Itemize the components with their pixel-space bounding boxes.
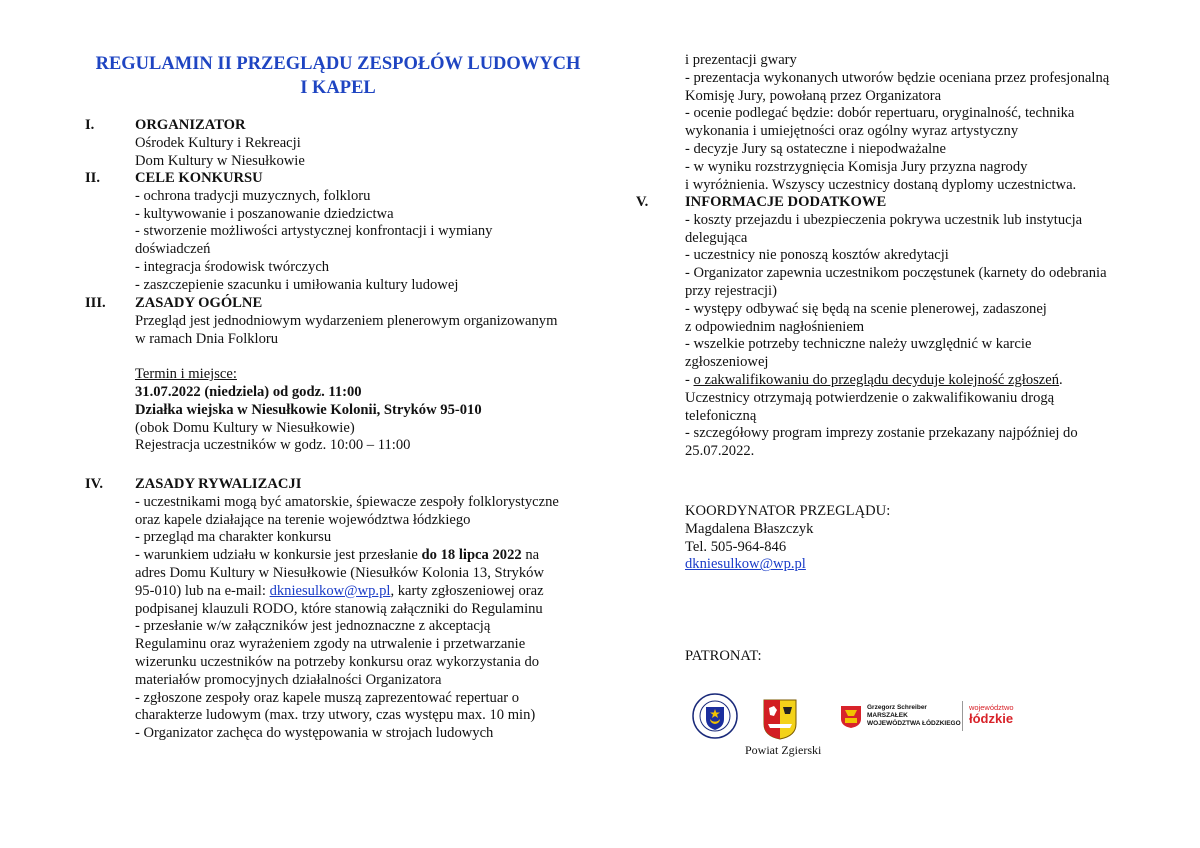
section-4-number: IV. xyxy=(85,476,103,492)
event-place-note: (obok Domu Kultury w Niesułkowie) xyxy=(135,419,355,436)
text-span: 95-010) lub na e-mail: xyxy=(135,582,270,599)
powiat-caption: Powiat Zgierski xyxy=(745,743,822,757)
section-1-line: Dom Kultury w Niesułkowie xyxy=(135,152,305,169)
logo-divider xyxy=(962,701,963,731)
text-span: , karty zgłoszeniowej oraz xyxy=(390,582,544,599)
text-span: - xyxy=(685,371,694,388)
section-5-line: przy rejestracji) xyxy=(685,282,777,299)
section-3 xyxy=(135,295,557,455)
section-4-line: charakterze ludowym (max. trzy utwory, czas występu max. 10 min) xyxy=(135,707,536,724)
gmina-strykow-logo xyxy=(692,693,738,739)
coordinator-phone: Tel. 505-964-846 xyxy=(685,538,787,555)
deadline: do 18 lipca 2022 xyxy=(421,547,522,564)
continuation-line: i wyróżnienia. Wszyscy uczestnicy dostaną dyplomy uczestnictwa. xyxy=(685,176,1077,193)
registration-hours: Rejestracja uczestników w godz. 10:00 – 11:00 xyxy=(135,437,411,454)
section-2-line: - ochrona tradycji muzycznych, folkloru xyxy=(135,187,371,204)
qualification-rule: o zakwalifikowaniu do przeglądu decyduje kolejność zgłoszeń xyxy=(693,371,1060,388)
continuation-line: - prezentacja wykonanych utworów będzie oceniana przez profesjonalną xyxy=(685,69,1110,86)
section-4-line: materiałów promocyjnych działalności Organizatora xyxy=(135,671,442,688)
text-span: na xyxy=(521,547,540,564)
section-2-line: doświadczeń xyxy=(135,241,211,258)
section-2-line: - kultywowanie i poszanowanie dziedzictwa xyxy=(135,205,394,222)
text-span: . xyxy=(1059,371,1063,388)
section-5-line: Uczestnicy otrzymają potwierdzenie o zakwalifikowaniu drogą xyxy=(685,389,1055,406)
section-5-heading: INFORMACJE DODATKOWE xyxy=(685,194,887,210)
section-2-line: - stworzenie możliwości artystycznej konfrontacji i wymiany xyxy=(135,223,493,240)
section-1-line: Ośrodek Kultury i Rekreacji xyxy=(135,134,301,151)
section-4-line: - zgłoszone zespoły oraz kapele muszą zaprezentować repertuar o xyxy=(135,689,520,706)
section-2-number: II. xyxy=(85,170,101,186)
section-4-line: - przegląd ma charakter konkursu xyxy=(135,529,332,546)
coordinator-block xyxy=(685,503,890,574)
section-4-line: Regulaminu oraz wyrażeniem zgody na utrwalenie i przetwarzanie xyxy=(135,636,526,653)
section-1-heading: ORGANIZATOR xyxy=(135,117,246,133)
section-5-number: V. xyxy=(636,194,649,210)
section-5-line: - Organizator zapewnia uczestnikom poczęstunek (karnety do odebrania xyxy=(685,265,1107,282)
section-3-heading: ZASADY OGÓLNE xyxy=(135,295,263,311)
section-2-line: - zaszczepienie szacunku i umiłowania kultury ludowej xyxy=(135,276,459,293)
marszalek-title: MARSZAŁEK xyxy=(867,712,908,719)
document-title xyxy=(60,52,616,100)
title-line-1: REGULAMIN II PRZEGLĄDU ZESPOŁÓW LUDOWYCH xyxy=(95,54,581,74)
section-2-heading: CELE KONKURSU xyxy=(135,170,263,186)
section-5-line: 25.07.2022. xyxy=(685,443,755,460)
section-4-line xyxy=(135,583,559,601)
section-5-line: - uczestnicy nie ponoszą kosztów akredytacji xyxy=(685,247,949,264)
continuation-line: - w wyniku rozstrzygnięcia Komisja Jury przyzna nagrody xyxy=(685,158,1028,175)
continuation-line: Komisję Jury, powołaną przez Organizatora xyxy=(685,87,942,104)
coordinator-email-link[interactable]: dkniesulkow@wp.pl xyxy=(685,556,806,573)
section-4-continuation xyxy=(685,52,1109,194)
continuation-line: wykonania i umiejętności oraz ogólny wyraz artystyczny xyxy=(685,123,1019,140)
section-5-line: telefoniczną xyxy=(685,407,757,424)
coordinator-name: Magdalena Błaszczyk xyxy=(685,520,814,537)
lodzkie-big-text: łódzkie xyxy=(969,711,1014,726)
section-5 xyxy=(685,194,1107,461)
section-1 xyxy=(135,117,305,170)
marszalek-text xyxy=(867,704,961,728)
section-4-line xyxy=(135,547,559,565)
section-5-line xyxy=(685,372,1107,390)
section-5-line: - występy odbywać się będą na scenie plenerowej, zadaszonej xyxy=(685,300,1047,317)
event-date: 31.07.2022 (niedziela) od godz. 11:00 xyxy=(135,383,362,400)
section-5-line: - koszty przejazdu i ubezpieczenia pokrywa uczestnik lub instytucja xyxy=(685,211,1083,228)
event-place: Działka wiejska w Niesułkowie Kolonii, Stryków 95-010 xyxy=(135,401,482,418)
section-5-line: zgłoszeniowej xyxy=(685,354,769,371)
section-5-line: z odpowiednim nagłośnieniem xyxy=(685,318,865,335)
section-4 xyxy=(135,476,559,743)
section-5-line: - szczegółowy program imprezy zostanie przekazany najpóźniej do xyxy=(685,425,1078,442)
email-link[interactable]: dkniesulkow@wp.pl xyxy=(269,582,391,599)
section-2-line: - integracja środowisk twórczych xyxy=(135,258,330,275)
continuation-line: - decyzje Jury są ostateczne i niepodważalne xyxy=(685,140,946,157)
continuation-line: - ocenie podlegać będzie: dobór repertuaru, oryginalność, technika xyxy=(685,105,1075,122)
term-label: Termin i miejsce: xyxy=(135,366,237,383)
powiat-zgierski-crest xyxy=(762,698,798,740)
lodzkie-crest-icon xyxy=(840,705,862,729)
section-3-line: w ramach Dnia Folkloru xyxy=(135,330,279,347)
continuation-line: i prezentacji gwary xyxy=(685,52,797,68)
section-4-line: wizerunku uczestników na potrzeby konkursu oraz wykorzystania do xyxy=(135,653,540,670)
section-4-line: adres Domu Kultury w Niesułkowie (Niesułków Kolonia 13, Stryków xyxy=(135,564,544,581)
lodzkie-logo xyxy=(969,702,1014,724)
section-4-heading: ZASADY RYWALIZACJI xyxy=(135,476,302,492)
section-2 xyxy=(135,170,492,295)
section-3-number: III. xyxy=(85,295,106,311)
marszalek-name: Grzegorz Schreiber xyxy=(867,704,927,711)
text-span: - warunkiem udziału w konkursie jest przesłanie xyxy=(135,547,422,564)
marszalek-region: WOJEWÓDZTWA ŁÓDZKIEGO xyxy=(867,720,961,727)
section-4-line: - Organizator zachęca do występowania w strojach ludowych xyxy=(135,725,494,742)
section-4-line: - przesłanie w/w załączników jest jednoznaczne z akceptacją xyxy=(135,618,491,635)
title-line-2: I KAPEL xyxy=(300,78,376,98)
section-4-line: oraz kapele działające na terenie województwa łódzkiego xyxy=(135,511,471,528)
patronat-label: PATRONAT: xyxy=(685,648,762,664)
section-1-number: I. xyxy=(85,117,95,133)
coordinator-label: KOORDYNATOR PRZEGLĄDU: xyxy=(685,503,891,519)
section-3-line: Przegląd jest jednodniowym wydarzeniem plenerowym organizowanym xyxy=(135,312,558,329)
section-4-line: - uczestnikami mogą być amatorskie, śpiewacze zespoły folklorystyczne xyxy=(135,493,559,510)
section-4-line: podpisanej klauzuli RODO, które stanowią załączniki do Regulaminu xyxy=(135,600,543,617)
lodzkie-small-text: województwo xyxy=(969,703,1014,712)
section-5-line: - wszelkie potrzeby techniczne należy uwzględnić w karcie xyxy=(685,336,1032,353)
section-5-line: delegująca xyxy=(685,229,748,246)
